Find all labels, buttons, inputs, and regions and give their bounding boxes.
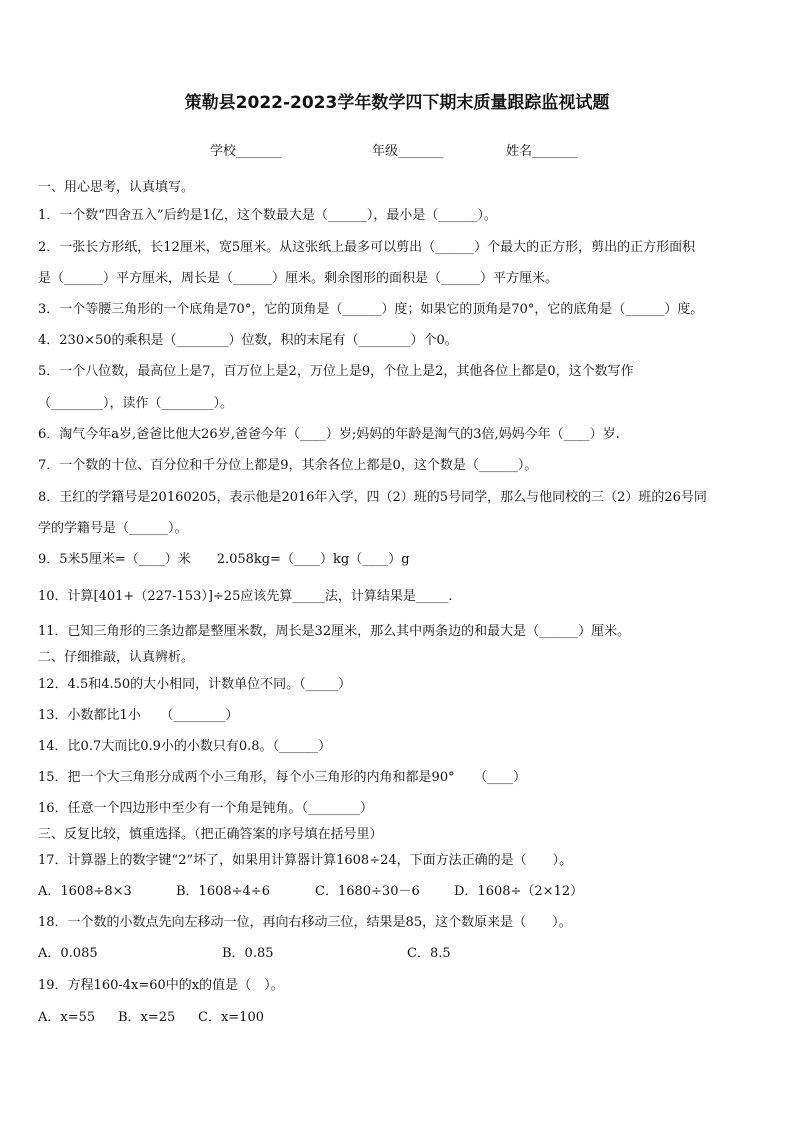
section-1-heading: 一、用心思考，认真填写。 xyxy=(38,180,195,195)
question-8: 8．王红的学籍号是20160205，表示他是2016年入学，四（2）班的5号同学，那么与他同校的三（2）班的26号同 xyxy=(38,490,707,505)
question-19: 19．方程160-4x=60中的x的值是（ ）。 xyxy=(38,978,284,993)
question-13: 13．小数都比1小 （________） xyxy=(38,708,239,723)
question-12: 12．4.5和4.50的大小相同，计数单位不同。（_____） xyxy=(38,677,352,692)
school-field: 学校_______ xyxy=(210,144,282,159)
question-2: 2．一张长方形纸，长12厘米，宽5厘米。从这张纸上最多可以剪出（______）个最大的正方形，剪出的正方形面积 xyxy=(38,240,696,255)
question-16: 16．任意一个四边形中至少有一个角是钝角。（________） xyxy=(38,801,374,816)
question-3: 3．一个等腰三角形的一个底角是70°，它的顶角是（______）度；如果它的顶角是70°，它的底角是（______）度。 xyxy=(38,302,704,317)
question-1: 1．一个数“四舍五入”后约是1亿，这个数最大是（______），最小是（______）。 xyxy=(38,208,497,223)
q17-option-b: B．1608÷4÷6 xyxy=(176,884,270,899)
q17-option-c: C．1680÷30－6 xyxy=(315,884,420,899)
question-11: 11．已知三角形的三条边都是整厘米数，周长是32厘米，那么其中两条边的和最大是（______）厘米。 xyxy=(38,624,631,639)
q19-option-b: B．x=25 xyxy=(118,1010,176,1025)
question-14: 14．比0.7大而比0.9小的小数只有0.8。（______） xyxy=(38,739,332,754)
section-2-heading: 二、仔细推敲，认真辨析。 xyxy=(38,650,195,665)
question-8-cont: 学的学籍号是（______）。 xyxy=(38,521,188,536)
question-2-cont: 是（______）平方厘米，周长是（______）厘米。剩余图形的面积是（______）平方厘米。 xyxy=(38,271,559,286)
question-5-cont: （________），读作（________）。 xyxy=(38,396,234,411)
grade-field: 年级_______ xyxy=(372,144,444,159)
q18-option-b: B．0.85 xyxy=(222,946,274,961)
q17-option-a: A．1608÷8×3 xyxy=(38,884,132,899)
question-18: 18．一个数的小数点先向左移动一位，再向右移动三位，结果是85，这个数原来是（ ）。 xyxy=(38,915,572,930)
question-15: 15．把一个大三角形分成两个小三角形，每个小三角形的内角和都是90° （____） xyxy=(38,770,527,785)
q19-option-a: A．x=55 xyxy=(38,1010,96,1025)
section-3-heading: 三、反复比较，慎重选择。（把正确答案的序号填在括号里） xyxy=(38,827,383,842)
q19-option-c: C．x=100 xyxy=(198,1010,264,1025)
q17-option-d: D．1608÷（2×12） xyxy=(454,884,584,899)
question-17: 17．计算器上的数字键“2”坏了，如果用计算器计算1608÷24，下面方法正确的是（ ）。 xyxy=(38,853,573,868)
name-field: 姓名_______ xyxy=(506,144,578,159)
question-4: 4．230×50的乘积是（________）位数，积的末尾有（________）个0。 xyxy=(38,333,458,348)
question-5: 5．一个八位数，最高位上是7，百万位上是2，万位上是9，个位上是2，其他各位上都是0，这个数写作 xyxy=(38,364,634,379)
question-7: 7．一个数的十位、百分位和千分位上都是9，其余各位上都是0，这个数是（______）。 xyxy=(38,458,538,473)
page-title: 策勒县2022-2023学年数学四下期末质量跟踪监视试题 xyxy=(184,93,610,113)
q18-option-a: A．0.085 xyxy=(38,946,98,961)
question-6: 6．淘气今年a岁,爸爸比他大26岁,爸爸今年（____）岁;妈妈的年龄是淘气的3倍,妈妈今年（____）岁. xyxy=(38,427,620,442)
question-10: 10．计算[401+（227-153）]÷25应该先算_____法，计算结果是_____. xyxy=(38,589,453,604)
question-9: 9．5米5厘米=（____）米 2.058kg=（____）kg（____）g xyxy=(38,552,410,567)
q18-option-c: C．8.5 xyxy=(407,946,451,961)
